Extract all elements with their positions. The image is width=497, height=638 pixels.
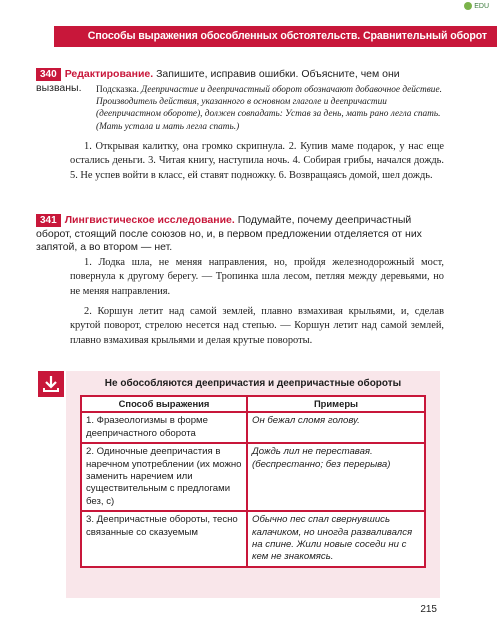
- exercise-title: Редактирование.: [64, 68, 154, 80]
- hint-text: Деепричастие и деепричастный оборот обозначают добавочное действие. Производитель действия, указанного в основном глаголе и деепричастии (деепричастном обороте), должен совпадать: Устав за день, мать рано легла спать. (Мать устала и мать легла спать.): [96, 85, 442, 132]
- table-row: [81, 412, 425, 443]
- arrow-down-icon: [42, 375, 60, 393]
- exercise-341-paragraph-2: 2. Коршун летит над самой землей, плавно взмахивая крыльями, и, сделав крутой поворот, стрелою несется над степью. — Коршун летит над самой землей, плавно взмахивая крыльями и делая крутые повороты.: [70, 306, 444, 346]
- page-number: 215: [420, 604, 437, 615]
- hint-label: Подсказка.: [96, 85, 139, 95]
- table-header-row: [81, 396, 425, 412]
- table-row: [81, 511, 425, 567]
- rule-table: [80, 395, 426, 568]
- table-row: [81, 443, 425, 511]
- exercise-number: 340: [36, 68, 61, 81]
- exercise-341-heading: [36, 214, 446, 255]
- table-cell: Он бежал сломя голову.: [247, 412, 425, 443]
- column-header: Примеры: [247, 396, 425, 412]
- table-cell: 2. Одиночные деепричастия в наречном употреблении (их можно заменить наречием или существительным с предлогами без, с): [81, 443, 247, 511]
- table-cell: Дождь лил не переставая. (беспрестанно; без перерыва): [247, 443, 425, 511]
- table-cell: 1. Фразеологизмы в форме деепричастного оборота: [81, 412, 247, 443]
- exercise-340-text: 1. Открывая калитку, она громко скрипнула. 2. Купив маме подарок, у нас еще остались деньги. 3. Читая книгу, наступила ночь. 4. Собирая грибы, начался дождь. 5. Не успев войти в класс, ей ставят подножку. 6. Возвращаясь домой, шел дождь.: [70, 141, 444, 181]
- exercise-title: Лингвистическое исследование.: [64, 214, 235, 226]
- panel-title: Не обособляются деепричастия и деепричастные обороты: [104, 378, 402, 389]
- exercise-341-paragraph-1: 1. Лодка шла, не меняя направления, но, пройдя железнодорожный мост, повернула к другому берегу. — Тропинка шла лесом, петляя между деревьями, но не меняя направления.: [70, 257, 444, 297]
- section-header: Способы выражения обособленных обстоятельств. Сравнительный оборот: [54, 26, 497, 47]
- table-cell: 3. Деепричастные обороты, тесно связанные со сказуемым: [81, 511, 247, 567]
- logo-text: EDU: [474, 2, 489, 10]
- exercise-task: Запишите, исправив ошибки. Объясните, чем они вызваны.: [36, 68, 400, 95]
- logo-icon: [464, 2, 472, 10]
- rule-panel: [66, 371, 440, 598]
- hint-block: [96, 84, 444, 133]
- column-header: Способ выражения: [81, 396, 247, 412]
- publisher-logo: [464, 2, 489, 10]
- download-arrow-icon: [38, 371, 64, 397]
- table-cell: Обычно пес спал свернувшись калачиком, но иногда разваливался на спине. Жили новые соседи ни с кем не знакомясь.: [247, 511, 425, 567]
- exercise-number: 341: [36, 214, 61, 227]
- exercise-task: Подумайте, почему деепричастный оборот, стоящий после союзов но, и, в первом предложении отделяется от них запятой, а во втором — нет.: [36, 214, 422, 254]
